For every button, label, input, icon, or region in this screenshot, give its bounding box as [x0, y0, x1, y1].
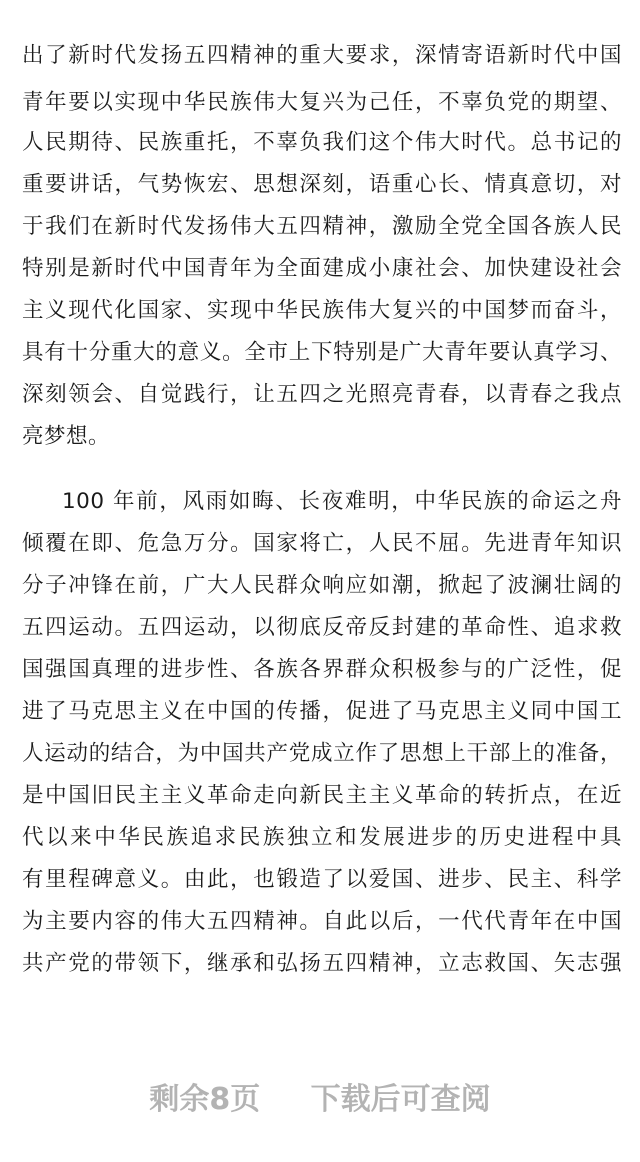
text-line: 于我们在新时代发扬伟大五四精神，激励全党全国各族人民	[22, 214, 622, 239]
text-line: 为主要内容的伟大五四精神。自此以后，一代代青年在中国	[22, 909, 622, 934]
text-line: 重要讲话，气势恢宏、思想深刻，语重心长、情真意切，对	[22, 172, 622, 197]
text-line: 代以来中华民族追求民族独立和发展进步的历史进程中具	[22, 825, 622, 850]
text-line: 出了新时代发扬五四精神的重大要求，深情寄语新时代中国	[22, 43, 622, 68]
text-line: 100 年前，风雨如晦、长夜难明，中华民族的命运之舟	[62, 489, 622, 514]
text-line: 人民期待、民族重托，不辜负我们这个伟大时代。总书记的	[22, 130, 622, 155]
remaining-pages-label: 剩余8页	[149, 1082, 261, 1117]
text-line: 特别是新时代中国青年为全面建成小康社会、加快建设社会	[22, 256, 622, 281]
text-line: 有里程碑意义。由此，也锻造了以爱国、进步、民主、科学	[22, 867, 622, 892]
text-line: 五四运动。五四运动，以彻底反帝反封建的革命性、追求救	[22, 615, 622, 640]
download-to-read-label: 下载后可查阅	[310, 1082, 491, 1117]
text-line: 国强国真理的进步性、各族各界群众积极参与的广泛性，促	[22, 657, 622, 682]
text-line: 分子冲锋在前，广大人民群众响应如潮，掀起了波澜壮阔的	[22, 573, 622, 598]
text-line: 进了马克思主义在中国的传播，促进了马克思主义同中国工	[22, 699, 622, 724]
text-line: 亮梦想。	[22, 424, 111, 449]
text-line: 深刻领会、自觉践行，让五四之光照亮青春，以青春之我点	[22, 382, 622, 407]
text-line: 是中国旧民主主义革命走向新民主主义革命的转折点，在近	[22, 783, 622, 808]
text-line: 人运动的结合，为中国共产党成立作了思想上干部上的准备，	[22, 741, 622, 766]
text-line: 共产党的带领下，继承和弘扬五四精神，立志救国、矢志强	[22, 951, 622, 976]
text-line: 主义现代化国家、实现中华民族伟大复兴的中国梦而奋斗，	[22, 298, 622, 323]
text-line: 青年要以实现中华民族伟大复兴为己任，不辜负党的期望、	[22, 90, 622, 115]
download-prompt[interactable]	[0, 1080, 640, 1120]
text-line: 具有十分重大的意义。全市上下特别是广大青年要认真学习、	[22, 340, 622, 365]
text-line: 倾覆在即、危急万分。国家将亡，人民不屈。先进青年知识	[22, 531, 622, 556]
